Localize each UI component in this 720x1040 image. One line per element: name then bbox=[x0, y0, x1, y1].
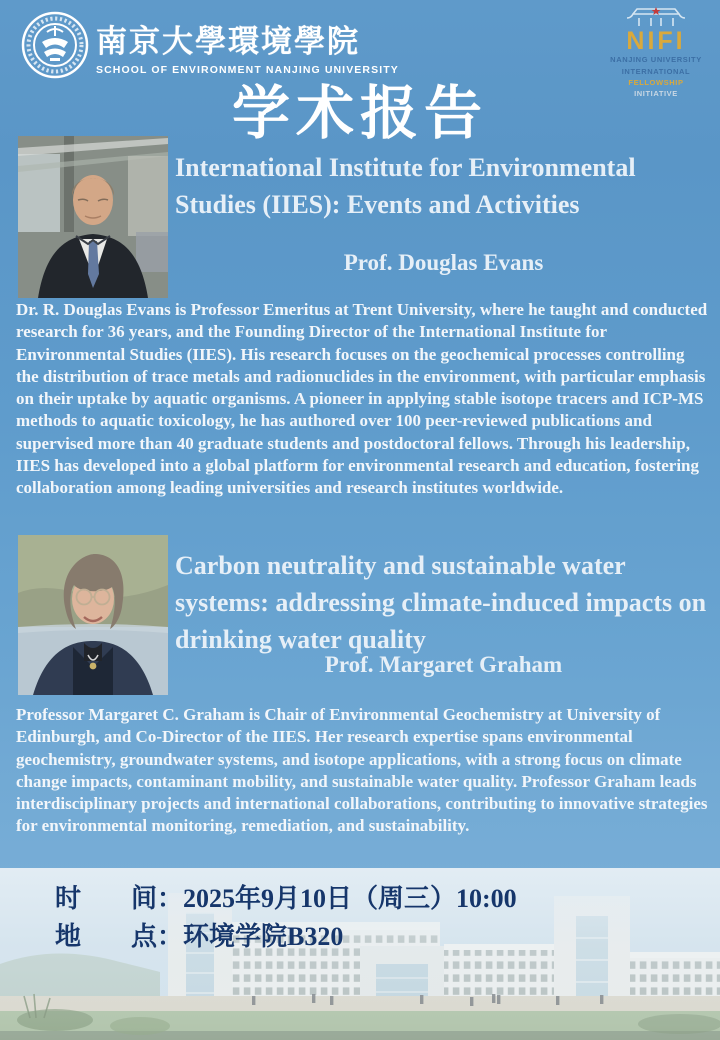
event-place-label-end: 点： bbox=[130, 921, 183, 951]
event-time-row bbox=[55, 880, 517, 918]
event-place-value: 环境学院B320 bbox=[183, 921, 344, 951]
event-info bbox=[55, 880, 517, 955]
speaker-bio: Dr. R. Douglas Evans is Professor Emeritus at Trent University, where he taught and conducted research for 36 years, and the Founding Director of the International Institute for Environmental Studies (IIES). His research focuses on the geochemical processes controlling the distribution of trace metals and radionuclides in the environment, with particular emphasis on their uptake by aquatic organisms. A pioneer in applying stable isotope tracers and ICP-MS methods to aquatic toxicology, he has authored over 100 peer-reviewed publications and supervised more than 40 graduate students and postdoctoral fellows. Through his leadership, IIES has developed into a global platform for environmental research and education, fostering collaboration among leading universities and research institutes worldwide. bbox=[16, 300, 708, 498]
talk-title: International Institute for Environmental Studies (IIES): Events and Activities bbox=[175, 153, 636, 219]
talk-title: Carbon neutrality and sustainable water systems: addressing climate-induced impacts on drinking water quality bbox=[175, 551, 707, 654]
footer-campus-section bbox=[0, 868, 720, 1040]
speaker-name: Prof. Margaret Graham bbox=[324, 652, 563, 677]
event-time-value: 2025年9月10日（周三）10:00 bbox=[183, 884, 517, 913]
event-time-label-end: 间： bbox=[130, 884, 183, 913]
event-place-row bbox=[55, 918, 517, 956]
event-time-label bbox=[55, 880, 183, 918]
nifi-line-fellowship: FELLOWSHIP bbox=[628, 77, 684, 87]
event-time-label-start: 时 bbox=[55, 884, 82, 913]
nifi-line-international: INTERNATIONAL bbox=[621, 66, 691, 76]
event-place-label-start: 地 bbox=[55, 921, 82, 951]
nifi-acronym: NIFI bbox=[626, 27, 686, 55]
poster-title: 学术报告 bbox=[231, 81, 488, 146]
nifi-line-university: NANJING UNIVERSITY bbox=[610, 55, 702, 65]
speaker-photo-margaret-graham bbox=[18, 535, 168, 695]
speaker-bio: Professor Margaret C. Graham is Chair of Environmental Geochemistry at University of Edinburgh, and Co-Director of the IIES. Her research expertise spans environmental geochemistry, groundwater systems, and isotope applications, with a strong focus on climate change impacts, contaminant mobility, and sustainable water quality. Professor Graham leads interdisciplinary projects and international collaborations, contributing to innovative strategies for environmental monitoring, remediation, and sustainability. bbox=[16, 705, 708, 836]
event-place-label bbox=[55, 918, 183, 956]
school-name-en: SCHOOL OF ENVIRONMENT NANJING UNIVERSITY bbox=[96, 64, 399, 76]
speaker-name: Prof. Douglas Evans bbox=[343, 250, 544, 275]
school-name-zh: 南京大學環境學院 bbox=[96, 24, 360, 59]
nifi-gate-icon bbox=[625, 6, 687, 28]
speaker-photo-douglas-evans bbox=[18, 136, 168, 298]
nifi-line-initiative: INITIATIVE bbox=[634, 89, 678, 98]
